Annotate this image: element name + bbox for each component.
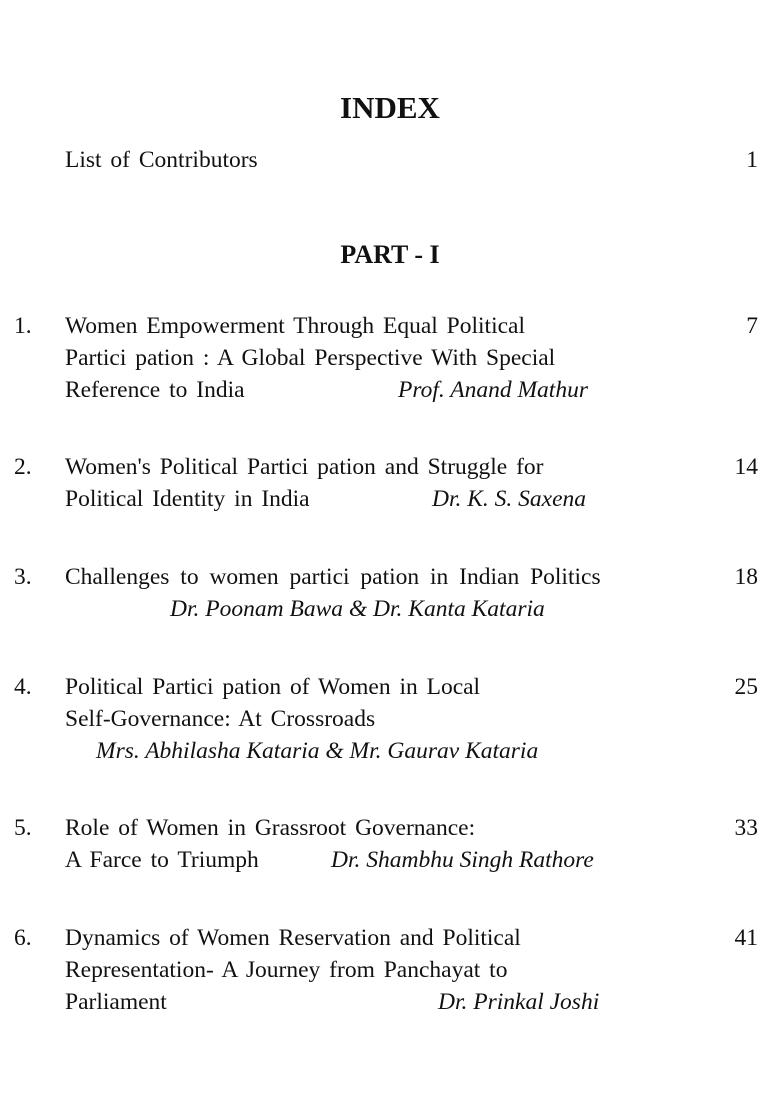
- entry-number: 5.: [14, 815, 32, 841]
- index-heading: INDEX: [340, 90, 440, 125]
- entry-author: Dr. Shambhu Singh Rathore: [331, 847, 594, 873]
- page-number: 41: [734, 925, 758, 951]
- entry-title-line: Partici pation : A Global Perspective With Special: [65, 345, 556, 371]
- entry-title-line: Women Empowerment Through Equal Political: [65, 313, 526, 339]
- entry-author: Dr. K. S. Saxena: [432, 486, 587, 512]
- entry-title-line: Challenges to women partici pation in Indian Politics: [65, 564, 601, 590]
- entry-title: List of Contributors: [65, 147, 258, 173]
- part-heading: PART - I: [340, 240, 440, 269]
- entry-title-line: Self-Governance: At Crossroads: [65, 706, 376, 732]
- entry-author: Dr. Poonam Bawa & Dr. Kanta Kataria: [170, 596, 545, 622]
- page-number: 18: [734, 564, 758, 590]
- entry-title-line: Role of Women in Grassroot Governance:: [65, 815, 476, 841]
- entry-author: Prof. Anand Mathur: [398, 377, 588, 403]
- entry-number: 2.: [14, 454, 32, 480]
- entry-title-line: Women's Political Partici pation and Struggle for: [65, 454, 544, 480]
- page-number: 33: [734, 815, 758, 841]
- entry-author: Dr. Prinkal Joshi: [438, 989, 600, 1015]
- entry-title-line: Political Identity in India: [65, 486, 310, 512]
- entry-title-line: Political Partici pation of Women in Local: [65, 674, 481, 700]
- entry-title-line: Representation- A Journey from Panchayat to: [65, 957, 508, 983]
- entry-title-line: Reference to India: [65, 377, 245, 403]
- page-number: 7: [746, 313, 758, 339]
- entry-author: Mrs. Abhilasha Kataria & Mr. Gaurav Kataria: [96, 738, 539, 764]
- page-number: 25: [734, 674, 758, 700]
- entry-title-line: Dynamics of Women Reservation and Political: [65, 925, 521, 951]
- entry-number: 6.: [14, 925, 32, 951]
- entry-title-line: A Farce to Triumph: [65, 847, 259, 873]
- entry-title-line: Parliament: [65, 989, 167, 1015]
- entry-number: 4.: [14, 674, 32, 700]
- entry-number: 3.: [14, 564, 32, 590]
- page-number: 1: [746, 147, 758, 173]
- page-number: 14: [734, 454, 758, 480]
- entry-number: 1.: [14, 313, 32, 339]
